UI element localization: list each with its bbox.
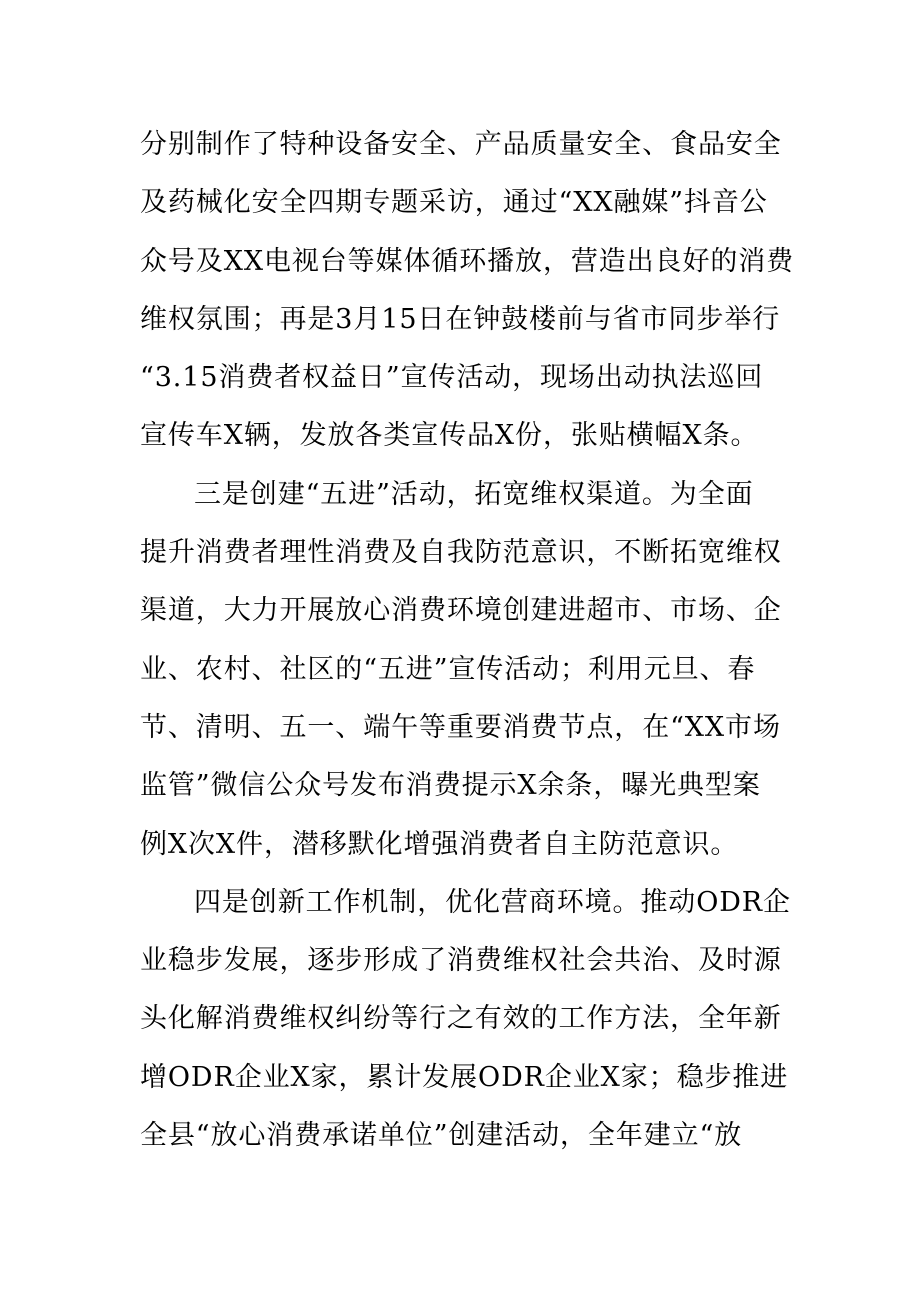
body-line: 及药械化安全四期专题采访，通过“XX融媒”抖音公 [140, 187, 768, 219]
body-line: “3.15消费者权益日”宣传活动，现场出动执法巡回 [140, 362, 764, 394]
body-line: 增ODR企业X家，累计发展ODR企业X家；稳步推进 [140, 1061, 789, 1093]
body-line: 维权氛围；再是3月15日在钟鼓楼前与省市同步举行 [140, 303, 781, 335]
body-line: 全县“放心消费承诺单位”创建活动，全年建立“放 [140, 1120, 743, 1152]
paragraph-start-line: 三是创建“五进”活动，拓宽维权渠道。为全面 [194, 478, 754, 510]
body-line: 业、农村、社区的“五进”宣传活动；利用元旦、春 [140, 653, 756, 685]
document-body [140, 116, 795, 1165]
body-line: 众号及XX电视台等媒体循环播放，营造出良好的消费 [140, 245, 795, 277]
body-line: 节、清明、五一、端午等重要消费节点，在“XX市场 [140, 711, 781, 743]
body-line: 头化解消费维权纠纷等行之有效的工作方法，全年新 [140, 1003, 782, 1035]
body-line: 监管”微信公众号发布消费提示X余条，曝光典型案 [140, 770, 761, 802]
paragraph-start-line: 四是创新工作机制，优化营商环境。推动ODR企 [194, 886, 791, 918]
body-line: 分别制作了特种设备安全、产品质量安全、食品安全 [140, 129, 782, 160]
body-line: 提升消费者理性消费及自我防范意识，不断拓宽维权 [140, 537, 782, 569]
body-line: 宣传车X辆，发放各类宣传品X份，张贴横幅X条。 [140, 420, 759, 452]
body-line: 渠道，大力开展放心消费环境创建进超市、市场、企 [140, 595, 782, 627]
body-line: 业稳步发展，逐步形成了消费维权社会共治、及时源 [140, 945, 782, 977]
body-line: 例X次X件，潜移默化增强消费者自主防范意识。 [140, 828, 739, 860]
